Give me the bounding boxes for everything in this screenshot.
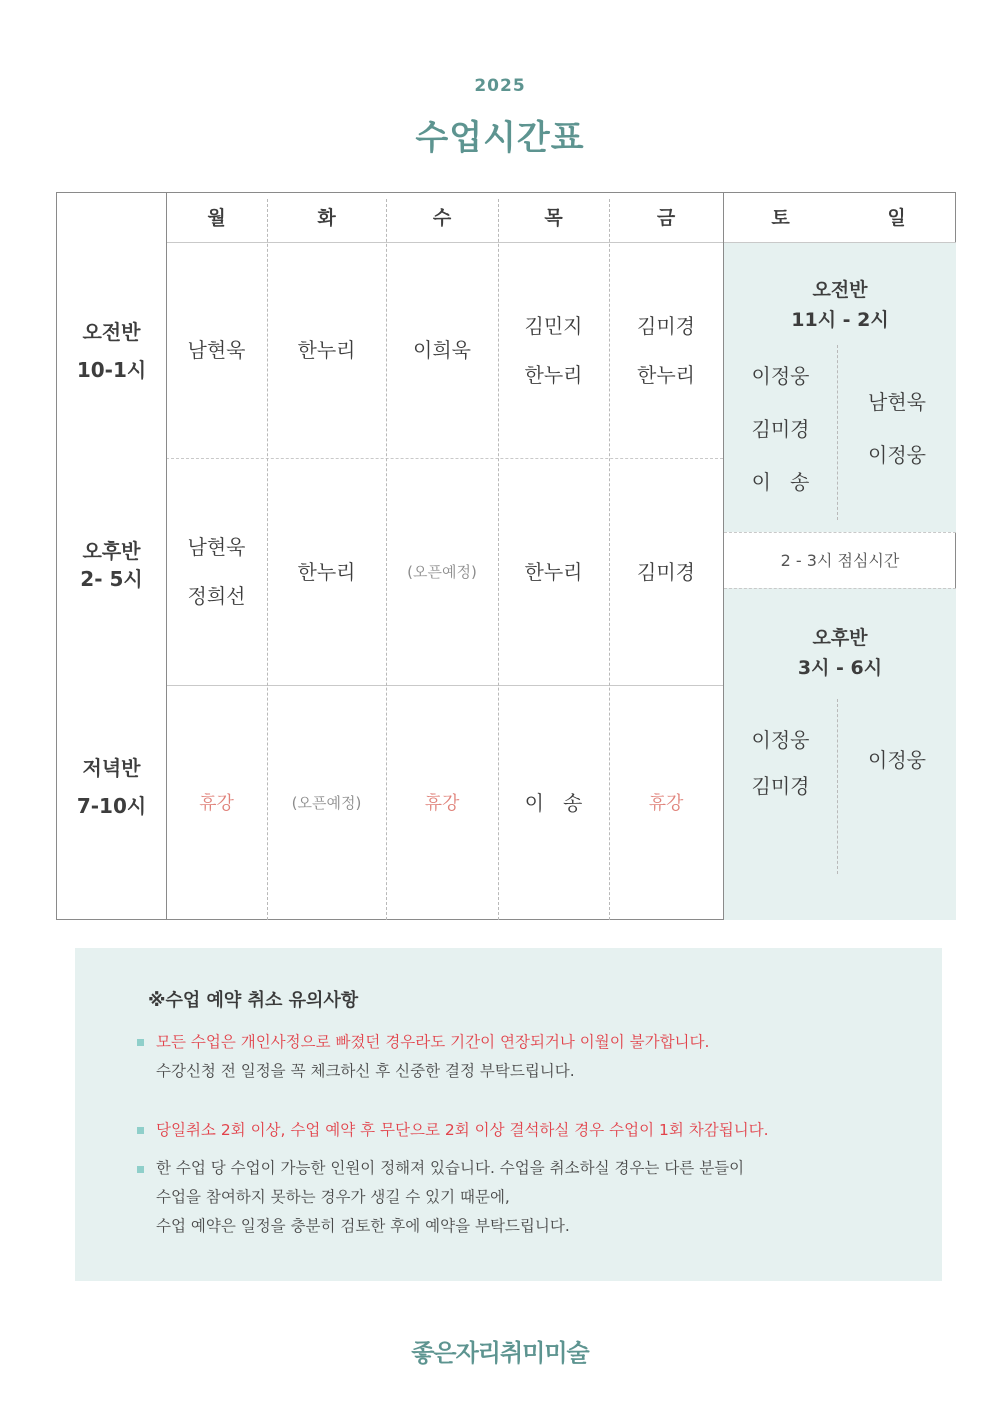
weekend-morning-sun [838, 376, 956, 482]
cell-evening-fri [609, 686, 723, 920]
day-sat: 토 [771, 207, 790, 229]
day-fri: 금 [656, 207, 676, 229]
teacher-name: 김미경 [751, 774, 810, 798]
open-soon-label: (오픈예정) [407, 562, 477, 581]
lunch-break: 2 - 3시 점심시간 [780, 551, 900, 570]
teacher-name: 남현욱 [868, 390, 926, 414]
row-label-time: 2- 5시 [80, 567, 143, 591]
weekend-afternoon-split [837, 699, 838, 874]
cell-evening-mon [166, 686, 267, 920]
weekend-afternoon-title [724, 623, 956, 683]
cell-afternoon-tue [267, 459, 386, 685]
row-label-name: 저녁반 [82, 756, 141, 780]
cell-afternoon-mon [166, 459, 267, 685]
weekend-morning-title [724, 275, 956, 335]
day-sun: 일 [887, 207, 906, 229]
notice-line: 수업을 참여하지 못하는 경우가 생길 수 있기 때문에, [156, 1188, 510, 1206]
cell-morning-wed [386, 243, 498, 458]
notice-box [75, 948, 942, 1281]
teacher-name: 한누리 [637, 362, 695, 387]
weekend-class-time: 11시 - 2시 [791, 309, 889, 331]
teacher-name: 남현욱 [187, 338, 246, 362]
cell-afternoon-wed [386, 459, 498, 685]
teacher-name: 이 송 [751, 469, 810, 494]
teacher-name: 김민지 [524, 313, 583, 338]
notice-item-3 [156, 1154, 744, 1241]
weekend-class-name: 오후반 [812, 627, 868, 649]
teacher-name: 김미경 [637, 559, 695, 584]
bullet-icon [137, 1039, 144, 1046]
row-label-name: 오후반 [82, 539, 141, 563]
teacher-name: 이정웅 [751, 728, 810, 752]
bullet-icon [137, 1127, 144, 1134]
cell-afternoon-fri [609, 459, 723, 685]
cell-morning-thu [498, 243, 609, 458]
notice-line: 한 수업 당 수업이 가능한 인원이 정해져 있습니다. 수업을 취소하실 경우는 다른 분들이 [156, 1159, 745, 1177]
row-label-evening [57, 749, 166, 825]
notice-line: 수업 예약은 일정을 충분히 검토한 후에 예약을 부탁드립니다. [156, 1217, 570, 1235]
notice-line: 모든 수업은 개인사정으로 빠졌던 경우라도 기간이 연장되거나 이월이 불가합니다. [156, 1033, 710, 1051]
teacher-name: 김미경 [751, 416, 810, 441]
row-label-morning [57, 313, 166, 389]
notice-item-1 [156, 1028, 709, 1086]
teacher-name: 한누리 [297, 338, 356, 362]
teacher-name: 이 송 [524, 790, 583, 815]
bullet-icon [137, 1166, 144, 1173]
open-soon-label: (오픈예정) [291, 793, 362, 812]
row-label-afternoon [57, 537, 166, 593]
teacher-name: 김미경 [637, 313, 695, 338]
notice-title: ※수업 예약 취소 유의사항 [148, 990, 359, 1011]
weekend-afternoon-sat [724, 713, 837, 813]
weekend-afternoon-sun [838, 735, 956, 785]
notice-line: 당일취소 2회 이상, 수업 예약 후 무단으로 2회 이상 결석하실 경우 수업이 1회 차감됩니다. [156, 1121, 769, 1139]
day-mon: 월 [207, 207, 226, 229]
closed-label: 휴강 [424, 792, 460, 814]
weekend-class-name: 오전반 [812, 279, 868, 301]
lunch-divider-bottom [724, 588, 956, 589]
page-title: 수업시간표 [415, 118, 585, 158]
brand-logo: 좋은자리취미미술 [411, 1339, 589, 1367]
teacher-name: 남현욱 [187, 535, 246, 559]
closed-label: 휴강 [199, 792, 234, 814]
cell-evening-thu [498, 686, 609, 920]
closed-label: 휴강 [648, 792, 684, 814]
teacher-name: 이정웅 [751, 363, 810, 388]
notice-item-2 [156, 1116, 769, 1145]
cell-evening-tue [267, 686, 386, 920]
notice-line: 수강신청 전 일정을 꼭 체크하신 후 신중한 결정 부탁드립니다. [156, 1062, 575, 1080]
teacher-name: 이희욱 [413, 338, 471, 362]
weekend-class-time: 3시 - 6시 [797, 657, 883, 679]
cell-evening-wed [386, 686, 498, 920]
row-label-time: 10-1시 [76, 358, 147, 382]
timetable [56, 192, 956, 920]
day-thu: 목 [544, 207, 563, 229]
teacher-name: 한누리 [524, 362, 583, 387]
row-label-time: 7-10시 [76, 794, 147, 818]
cell-morning-mon [166, 243, 267, 458]
cell-afternoon-thu [498, 459, 609, 685]
teacher-name: 이정웅 [868, 747, 926, 772]
weekend-morning-sat [724, 349, 837, 509]
day-wed: 수 [432, 207, 452, 229]
year: 2025 [474, 76, 526, 96]
teacher-name: 정희선 [187, 584, 246, 608]
day-tue: 화 [317, 207, 336, 229]
teacher-name: 한누리 [524, 559, 583, 584]
cell-morning-fri [609, 243, 723, 458]
teacher-name: 한누리 [297, 559, 356, 584]
teacher-name: 이정웅 [868, 443, 926, 467]
row-label-name: 오전반 [82, 320, 141, 344]
cell-morning-tue [267, 243, 386, 458]
